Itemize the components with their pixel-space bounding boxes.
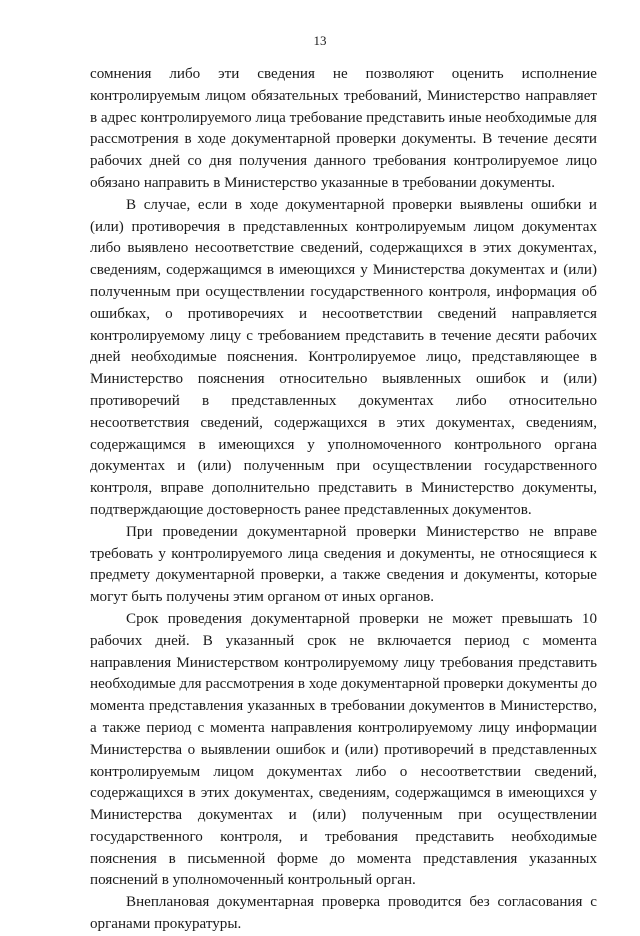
paragraph-inspection-term: Срок проведения документарной проверки не может превышать 10 рабочих дней. В указанный срок не включается период с момента направления Министерством контролируемому лицу требования представить необходимые для рассмотрения в ходе документарной проверки документы до момента представления указанных в требовании документов в Министерство, а также период с момента направления контролируемому лицу информации Министерства о выявлении ошибок и (или) противоречий в представленных контролируемым лицом документах либо о несоответствии сведений, содержащихся в этих документах, сведениям, содержащимся в имеющихся у Министерства документах и (или) полученным при осуществлении государственного контроля, и требования представить необходимые пояснения в письменной форме до момента представления указанных пояснений в уполномоченный контрольный орган. — [90, 610, 597, 889]
document-body — [90, 64, 597, 936]
paragraph-continuation: сомнения либо эти сведения не позволяют оценить исполнение контролируемым лицом обязательных требований, Министерство направляет в адрес контролируемого лица требование представить иные необходимые для рассмотрения в ходе документарной проверки документы. В течение десяти рабочих дней со дня получения данного требования контролируемое лицо обязано направить в Министерство указанные в требовании документы. — [90, 66, 597, 191]
paragraph-restrictions: При проведении документарной проверки Министерство не вправе требовать у контролируемого лица сведения и документы, не относящиеся к предмету документарной проверки, а также сведения и документы, которые могут быть получены этим органом от иных органов. — [90, 523, 597, 606]
paragraph-unscheduled-inspection: Внеплановая документарная проверка проводится без согласования с органами прокуратуры. — [90, 894, 597, 933]
page-number: 13 — [313, 33, 327, 48]
paragraph-errors-contradictions: В случае, если в ходе документарной проверки выявлены ошибки и (или) противоречия в представленных контролируемым лицом документах либо выявлено несоответствие сведений, содержащихся в этих документах, сведениям, содержащимся в имеющихся у Министерства документах и (или) полученным при осуществлении государственного контроля, информация об ошибках, о противоречиях и несоответствии сведений направляется контролируемому лицу с требованием представить в течение десяти рабочих дней необходимые пояснения. Контролируемое лицо, представляющее в Министерство пояснения относительно выявленных ошибок и (или) противоречий в представленных документах либо относительно несоответствия сведений, содержащихся в этих документах, сведениям, содержащимся в имеющихся у уполномоченного контрольного органа документах и (или) полученным при осуществлении государственного контроля, вправе дополнительно представить в Министерство документы, подтверждающие достоверность ранее представленных документов. — [90, 196, 597, 518]
